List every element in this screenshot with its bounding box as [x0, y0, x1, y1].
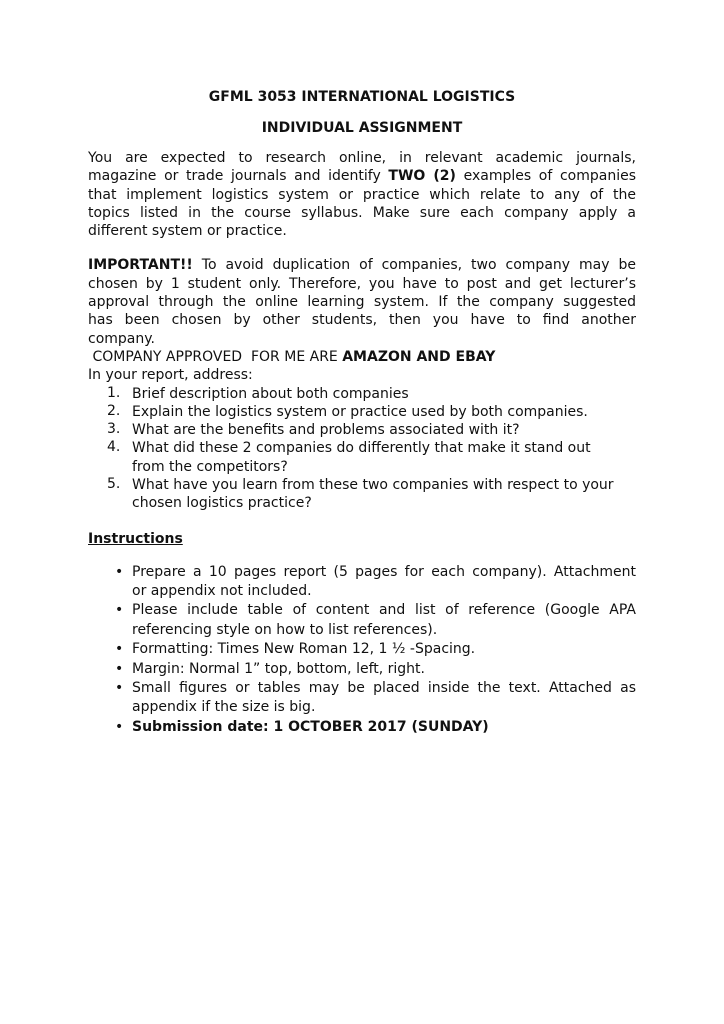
text-line: or appendix not included. — [132, 583, 312, 600]
list-item — [88, 385, 636, 403]
text-line: Please include table of content and list of reference (Google APA — [132, 602, 636, 619]
important-label: IMPORTANT!! — [88, 257, 193, 274]
text-line: Brief description about both companies — [132, 385, 409, 402]
text-run: COMPANY APPROVED FOR ME ARE — [88, 348, 343, 365]
list-number: 1. — [107, 384, 121, 401]
list-item — [88, 421, 636, 439]
text-run: examples of companies — [455, 168, 636, 185]
list-number: 2. — [107, 402, 121, 419]
approved-line — [88, 348, 636, 366]
text-line: different system or practice. — [88, 223, 287, 240]
bullet-icon: • — [115, 563, 124, 580]
bullet-item — [88, 563, 636, 602]
text-run: magazine or trade journals and identify — [88, 168, 389, 185]
text-line: Small figures or tables may be placed inside the text. Attached as — [132, 679, 636, 696]
bullet-item — [88, 640, 636, 659]
text-line — [88, 167, 636, 185]
list-number: 3. — [107, 421, 121, 438]
list-number: 5. — [107, 476, 121, 493]
bullet-icon: • — [115, 660, 124, 677]
document-title: GFML 3053 INTERNATIONAL LOGISTICS — [208, 89, 516, 105]
text-line: that implement logistics system or practice which relate to any of the — [88, 186, 636, 203]
instruction-list — [88, 563, 636, 738]
list-item — [88, 403, 636, 421]
bullet-item — [88, 679, 636, 718]
list-number: 4. — [107, 439, 121, 456]
text-line: Explain the logistics system or practice used by both companies. — [132, 403, 588, 420]
bullet-icon: • — [115, 718, 124, 735]
bullet-item — [88, 601, 636, 640]
text-line: What did these 2 companies do differently that make it stand out — [132, 440, 591, 457]
text-line: Margin: Normal 1” top, bottom, left, right. — [132, 660, 425, 677]
document-page — [88, 88, 636, 737]
text-line: Submission date: 1 OCTOBER 2017 (SUNDAY) — [132, 718, 489, 735]
list-item — [88, 439, 636, 476]
text-line: chosen logistics practice? — [132, 495, 312, 512]
text-run: To avoid duplication of companies, two company may be — [192, 257, 636, 274]
report-intro: In your report, address: — [88, 367, 253, 384]
text-line: Prepare a 10 pages report (5 pages for each company). Attachment — [132, 563, 636, 580]
text-line: You are expected to research online, in relevant academic journals, — [88, 150, 636, 166]
text-line — [88, 256, 636, 274]
text-line: appendix if the size is big. — [132, 699, 316, 716]
emphasis: TWO (2) — [388, 168, 456, 185]
text-line: Formatting: Times New Roman 12, 1 ½ -Spacing. — [132, 641, 476, 658]
bullet-icon: • — [115, 602, 124, 619]
text-line: approval through the online learning system. If the company suggested — [88, 294, 636, 311]
list-item — [88, 476, 636, 513]
approved-companies: AMAZON AND EBAY — [342, 348, 496, 365]
instructions-heading: Instructions — [88, 530, 183, 547]
bullet-icon: • — [115, 641, 124, 658]
document-subtitle: INDIVIDUAL ASSIGNMENT — [261, 120, 463, 136]
bullet-icon: • — [115, 679, 124, 696]
text-line: from the competitors? — [132, 458, 288, 475]
important-paragraph — [88, 256, 636, 347]
text-line: What are the benefits and problems associated with it? — [132, 422, 520, 439]
text-line: company. — [88, 330, 155, 347]
text-line: has been chosen by other students, then you have to find another — [88, 312, 636, 329]
text-line: What have you learn from these two companies with respect to your — [132, 477, 614, 494]
text-line: referencing style on how to list references). — [132, 621, 438, 638]
intro-paragraph — [88, 149, 636, 240]
text-line: topics listed in the course syllabus. Make sure each company apply a — [88, 204, 636, 221]
question-list — [88, 385, 636, 513]
bullet-item — [88, 718, 636, 737]
text-line: chosen by 1 student only. Therefore, you have to post and get lecturer’s — [88, 275, 636, 292]
bullet-item — [88, 660, 636, 679]
